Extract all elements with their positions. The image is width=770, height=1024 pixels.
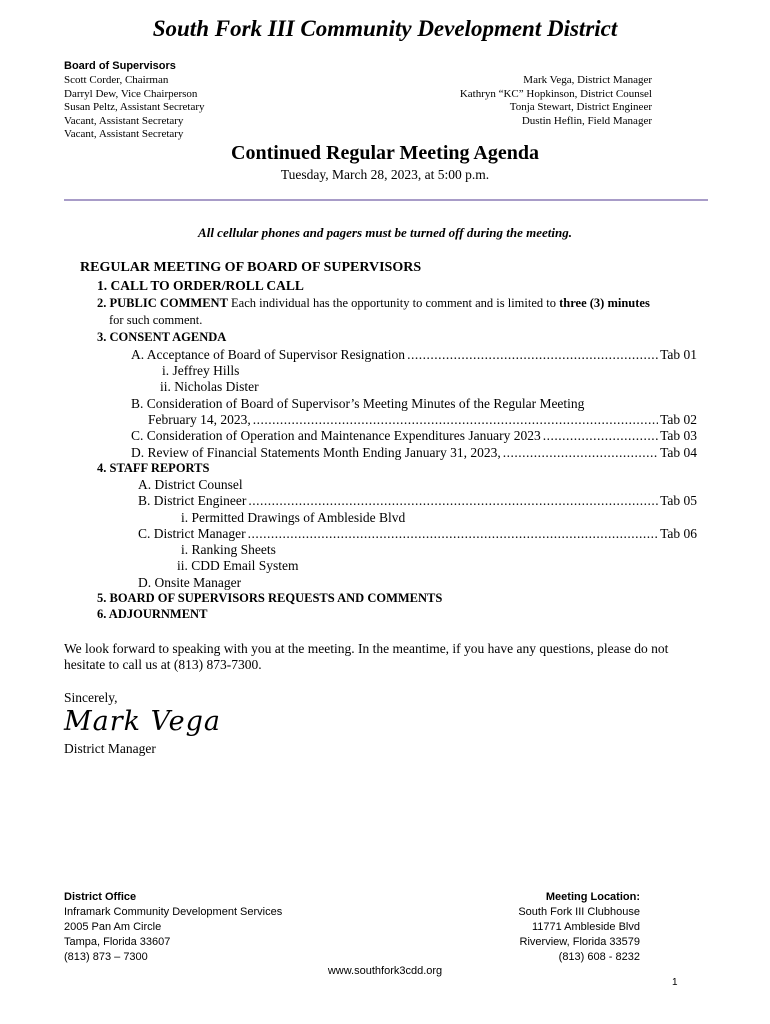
tab-ref: Tab 01: [660, 347, 697, 362]
agenda-item-4d: D. Onsite Manager: [138, 575, 242, 590]
page-number: 1: [672, 977, 678, 988]
phone-notice: All cellular phones and pagers must be turned off during the meeting.: [198, 225, 572, 240]
signature: Mark Vega: [64, 706, 221, 737]
staff-member: Kathryn “KC” Hopkinson, District Counsel: [459, 87, 652, 100]
agenda-item-2-text: Each individual has the opportunity to comment and is limited to: [227, 296, 560, 310]
meeting-location-heading: Meeting Location:: [545, 891, 640, 903]
address-line: (813) 873 – 7300: [64, 951, 148, 963]
board-heading: Board of Supervisors: [64, 60, 176, 72]
closing-line-1: We look forward to speaking with you at the meeting. In the meantime, if you have any questions, please do not: [64, 641, 669, 656]
staff-list: [460, 74, 652, 128]
staff-member: Mark Vega, District Manager: [523, 74, 652, 86]
agenda-sub-item: i. Permitted Drawings of Ambleside Blvd: [181, 510, 406, 525]
closing-line-2: hesitate to call us at (813) 873-7300.: [64, 657, 262, 672]
agenda-item-2-limit: three (3) minutes: [559, 296, 650, 310]
agenda-item-3b: B. Consideration of Board of Supervisor’s Meeting Minutes of the Regular Meeting: [131, 396, 585, 411]
agenda-item-3c: [131, 428, 697, 444]
agenda-item-3d-text: D. Review of Financial Statements Month Ending January 31, 2023,: [131, 445, 501, 460]
address-line: Riverview, Florida 33579: [519, 936, 640, 948]
agenda-item-1: 1. CALL TO ORDER/ROLL CALL: [97, 278, 304, 293]
address-line: South Fork III Clubhouse: [518, 906, 640, 918]
agenda-item-5: 5. BOARD OF SUPERVISORS REQUESTS AND COMMENTS: [97, 591, 443, 605]
signer-role: District Manager: [64, 741, 156, 756]
divider: [64, 199, 708, 201]
agenda-item-4c: [138, 526, 697, 542]
address-line: (813) 608 - 8232: [558, 951, 640, 963]
district-office: [64, 890, 282, 965]
tab-ref: Tab 06: [660, 526, 697, 541]
agenda-item-3: 3. CONSENT AGENDA: [97, 330, 227, 344]
dot-leader: [253, 412, 658, 428]
agenda-item-3d: [131, 445, 697, 461]
agenda-item-4: 4. STAFF REPORTS: [97, 461, 210, 475]
address-line: 11771 Ambleside Blvd: [531, 921, 640, 933]
tab-ref: Tab 04: [660, 445, 697, 460]
address-line: Inframark Community Development Services: [64, 906, 283, 918]
agenda-sub-item: i. Ranking Sheets: [181, 542, 276, 557]
agenda-item-3a: [131, 347, 697, 363]
agenda-item-4b-text: B. District Engineer: [138, 493, 247, 508]
board-member: Vacant, Assistant Secretary: [64, 114, 184, 127]
dot-leader: [248, 526, 658, 542]
dot-leader: [407, 347, 658, 363]
board-members-list: [64, 74, 205, 142]
agenda-item-4a: A. District Counsel: [138, 477, 243, 492]
address-line: Tampa, Florida 33607: [64, 936, 171, 948]
board-member: Darryl Dew, Vice Chairperson: [64, 87, 198, 100]
tab-ref: Tab 03: [660, 428, 697, 443]
agenda-item-4b: [138, 493, 697, 509]
agenda-title: Continued Regular Meeting Agenda: [231, 142, 539, 164]
website: www.southfork3cdd.org: [327, 965, 443, 977]
agenda-sub-item: ii. Nicholas Dister: [160, 379, 259, 394]
dot-leader: [543, 428, 658, 444]
agenda-item-2-cont: for such comment.: [109, 313, 203, 327]
agenda-item-3b-cont-text: February 14, 2023,: [148, 412, 251, 427]
dot-leader: [503, 445, 658, 461]
district-office-heading: District Office: [64, 891, 137, 903]
agenda-item-2: [97, 296, 650, 311]
staff-member: Dustin Heflin, Field Manager: [521, 114, 652, 127]
agenda-sub-item: i. Jeffrey Hills: [162, 363, 240, 378]
agenda-item-3c-text: C. Consideration of Operation and Maintenance Expenditures January 2023: [131, 428, 541, 443]
board-member: Scott Corder, Chairman: [64, 74, 169, 86]
address-line: 2005 Pan Am Circle: [64, 921, 162, 933]
agenda-item-4c-text: C. District Manager: [138, 526, 246, 541]
document-title: South Fork III Community Development District: [152, 16, 618, 41]
sincerely: Sincerely,: [64, 690, 118, 705]
tab-ref: Tab 05: [660, 493, 697, 508]
staff-member: Tonja Stewart, District Engineer: [509, 101, 652, 113]
agenda-item-6: 6. ADJOURNMENT: [97, 607, 208, 621]
section-heading: REGULAR MEETING OF BOARD OF SUPERVISORS: [80, 260, 422, 275]
tab-ref: Tab 02: [660, 412, 697, 427]
agenda-item-3b-cont: [148, 412, 697, 428]
agenda-item-2-heading: 2. PUBLIC COMMENT: [97, 296, 228, 310]
agenda-date: Tuesday, March 28, 2023, at 5:00 p.m.: [280, 167, 490, 182]
board-member: Susan Peltz, Assistant Secretary: [64, 101, 205, 113]
agenda-item-3a-text: A. Acceptance of Board of Supervisor Resignation: [131, 347, 406, 362]
dot-leader: [248, 493, 658, 509]
agenda-sub-item: ii. CDD Email System: [177, 558, 299, 573]
meeting-location: [518, 890, 640, 965]
board-member: Vacant, Assistant Secretary: [64, 128, 184, 140]
